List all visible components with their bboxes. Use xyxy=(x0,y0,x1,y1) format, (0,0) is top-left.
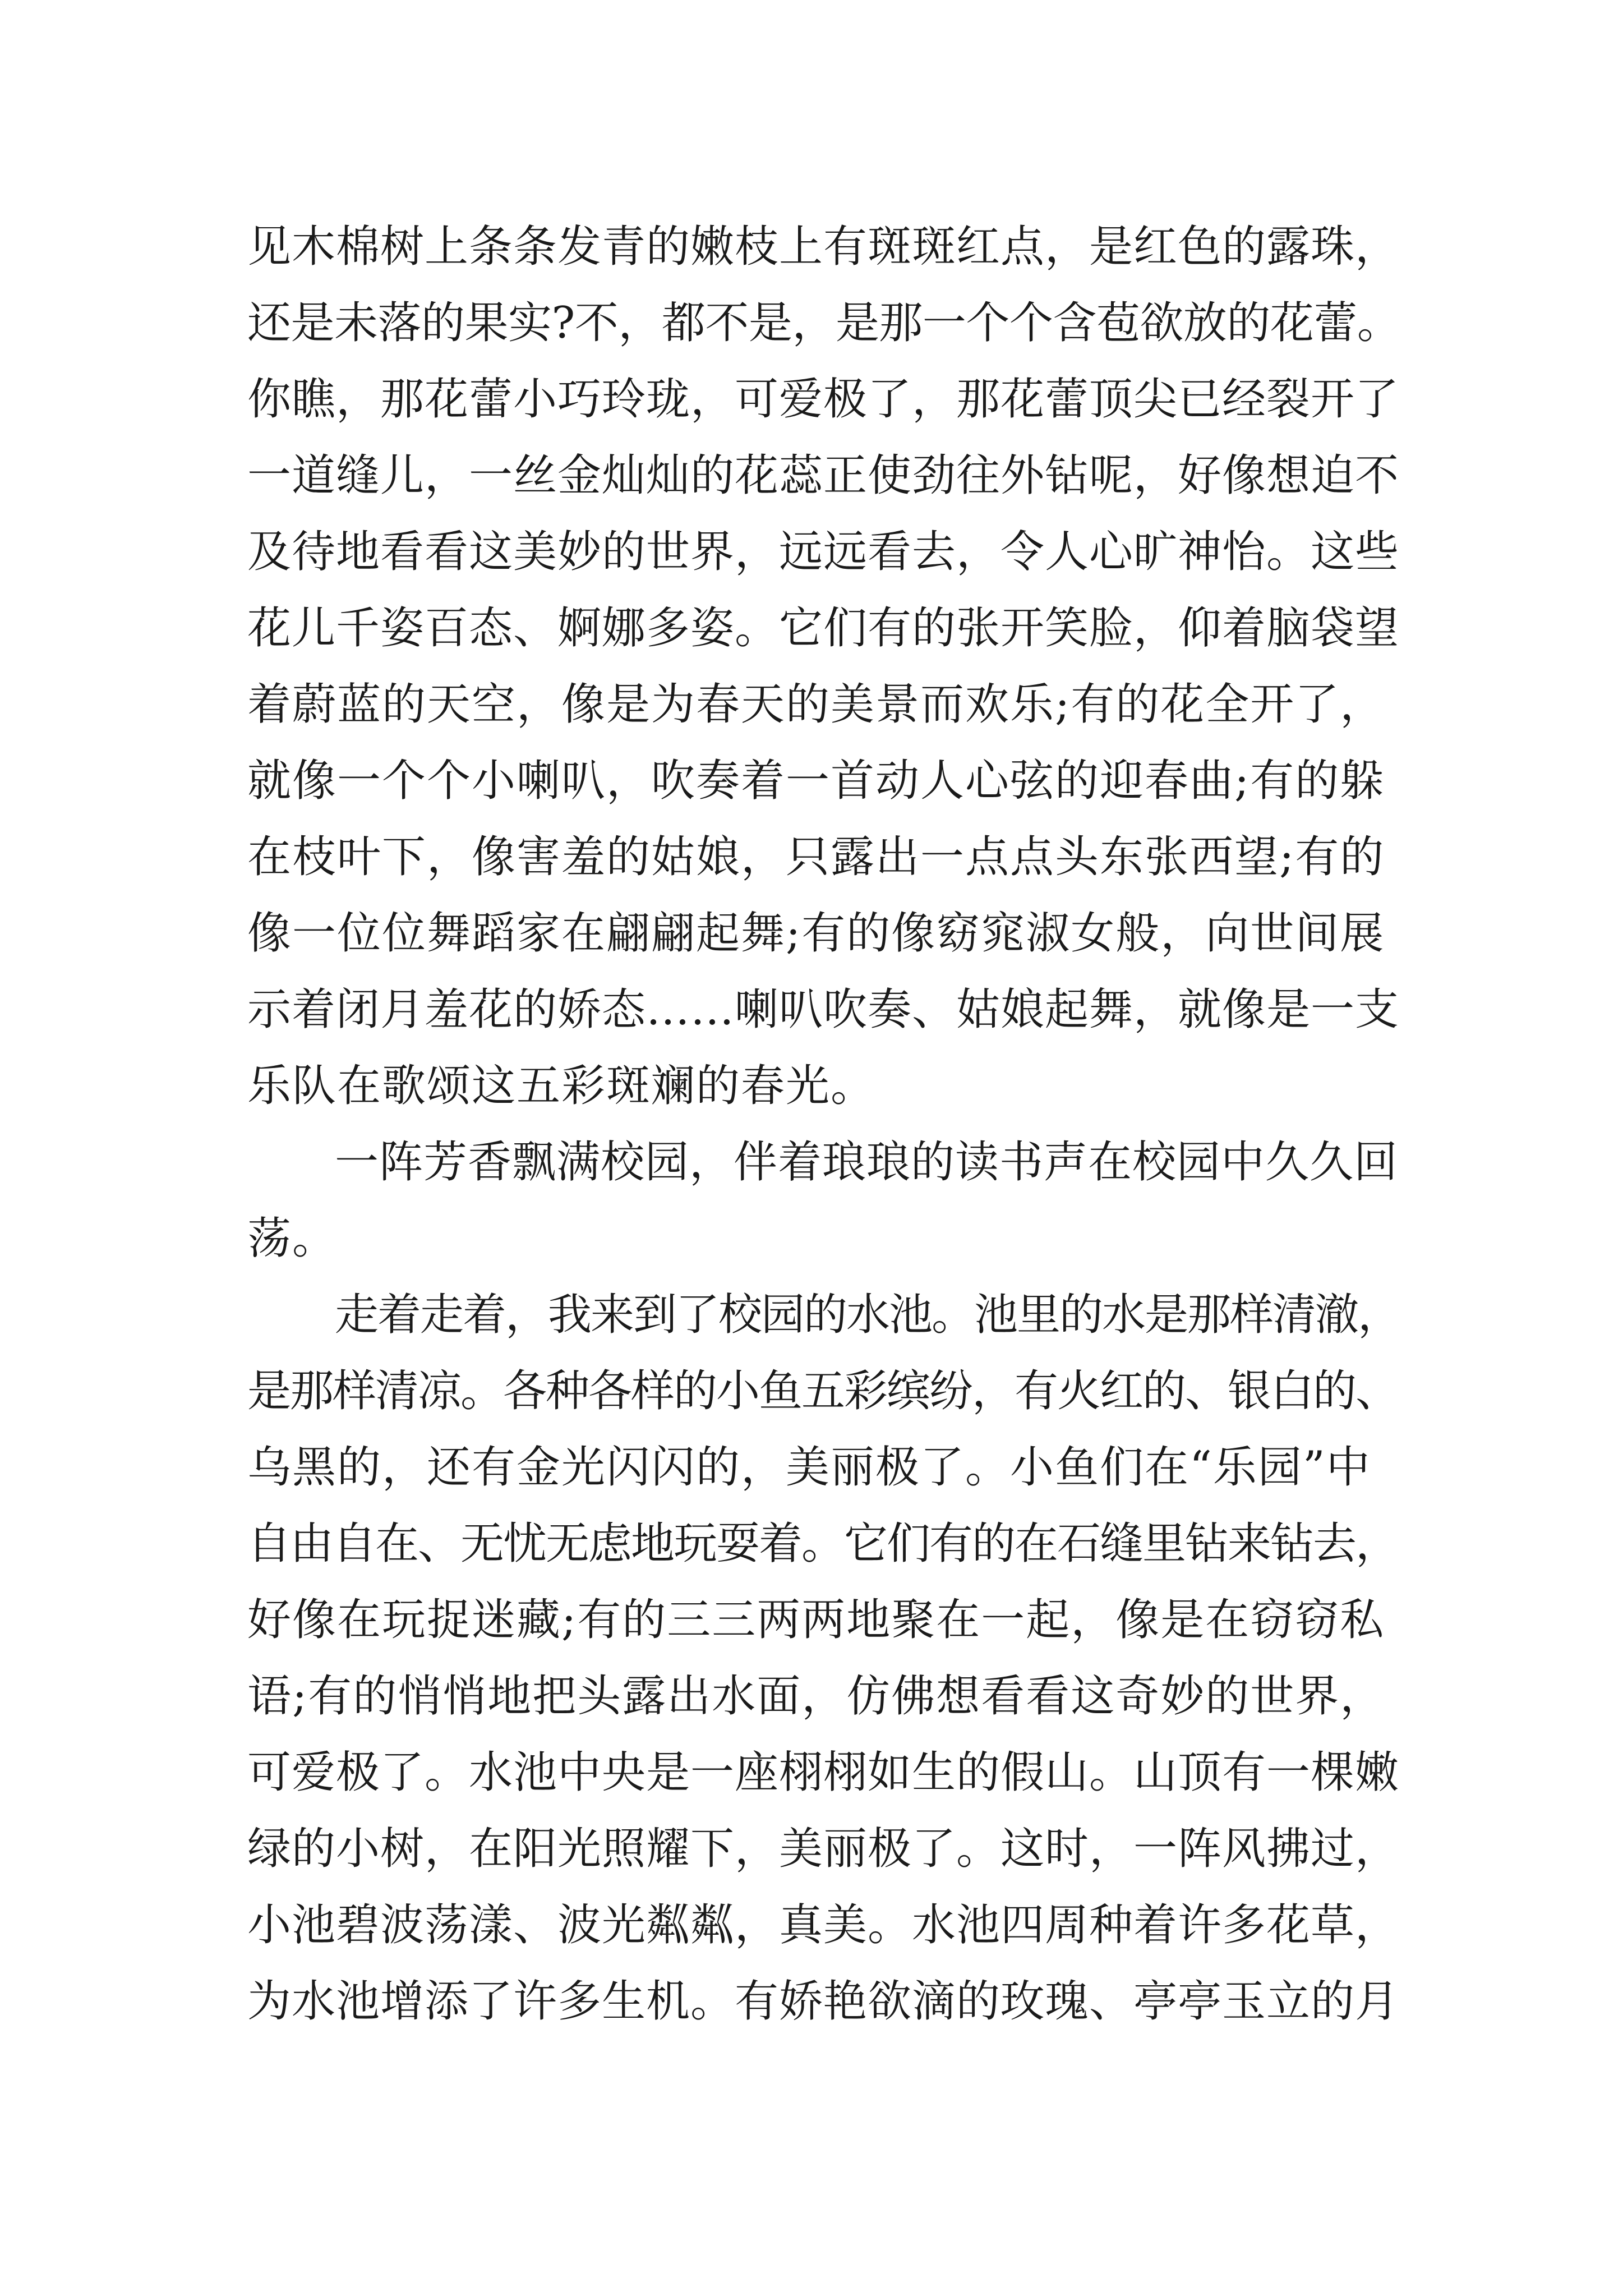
text-line: 自由自在、无忧无虑地玩耍着。它们有的在石缝里钻来钻去， xyxy=(247,1519,1399,1569)
text-line: 语;有的悄悄地把头露出水面，仿佛想看看这奇妙的世界， xyxy=(247,1671,1385,1722)
text-line: 像一位位舞蹈家在翩翩起舞;有的像窈窕淑女般，向世间展 xyxy=(247,908,1385,959)
text-line: 示着闭月羞花的娇态……喇叭吹奏、姑娘起舞，就像是一支 xyxy=(247,984,1400,1035)
text-line: 花儿千姿百态、婀娜多姿。它们有的张开笑脸，仰着脑袋望 xyxy=(247,603,1400,654)
text-line: 就像一个个小喇叭，吹奏着一首动人心弦的迎春曲;有的躲 xyxy=(247,756,1385,806)
text-line: 还是未落的果实?不，都不是，是那一个个含苞欲放的花蕾。 xyxy=(247,298,1401,348)
text-line: 小池碧波荡漾、波光粼粼，真美。水池四周种着许多花草， xyxy=(247,1900,1400,1950)
body-text xyxy=(247,209,1403,2040)
text-line: 一道缝儿，一丝金灿灿的花蕊正使劲往外钻呢，好像想迫不 xyxy=(247,450,1400,501)
text-line: 绿的小树，在阳光照耀下，美丽极了。这时，一阵风拂过， xyxy=(247,1824,1400,1874)
text-line: 为水池增添了许多生机。有娇艳欲滴的玫瑰、亭亭玉立的月 xyxy=(247,1976,1400,2027)
text-line: 着蔚蓝的天空，像是为春天的美景而欢乐;有的花全开了， xyxy=(247,679,1385,730)
text-line: 及待地看看这美妙的世界，远远看去，令人心旷神怡。这些 xyxy=(247,527,1400,577)
text-line: 可爱极了。水池中央是一座栩栩如生的假山。山顶有一棵嫩 xyxy=(247,1747,1400,1798)
text-line: 在枝叶下，像害羞的姑娘，只露出一点点头东张西望;有的 xyxy=(247,832,1385,882)
text-line: 你瞧，那花蕾小巧玲珑，可爱极了，那花蕾顶尖已经裂开了 xyxy=(247,374,1400,425)
paragraph-first-line: 一阵芳香飘满校园，伴着琅琅的读书声在校园中久久回 xyxy=(335,1137,1399,1188)
text-line: 乌黑的，还有金光闪闪的，美丽极了。小鱼们在“乐园”中 xyxy=(247,1442,1371,1493)
text-line: 乐队在歌颂这五彩斑斓的春光。 xyxy=(247,1061,876,1111)
text-line: 好像在玩捉迷藏;有的三三两两地聚在一起，像是在窃窃私 xyxy=(247,1595,1385,1645)
text-line: 是那样清凉。各种各样的小鱼五彩缤纷，有火红的、银白的、 xyxy=(247,1366,1399,1416)
text-line: 荡。 xyxy=(247,1213,338,1264)
text-line: 见木棉树上条条发青的嫩枝上有斑斑红点，是红色的露珠， xyxy=(247,222,1400,272)
paragraph-first-line: 走着走着，我来到了校园的水池。池里的水是那样清澈， xyxy=(335,1290,1401,1340)
